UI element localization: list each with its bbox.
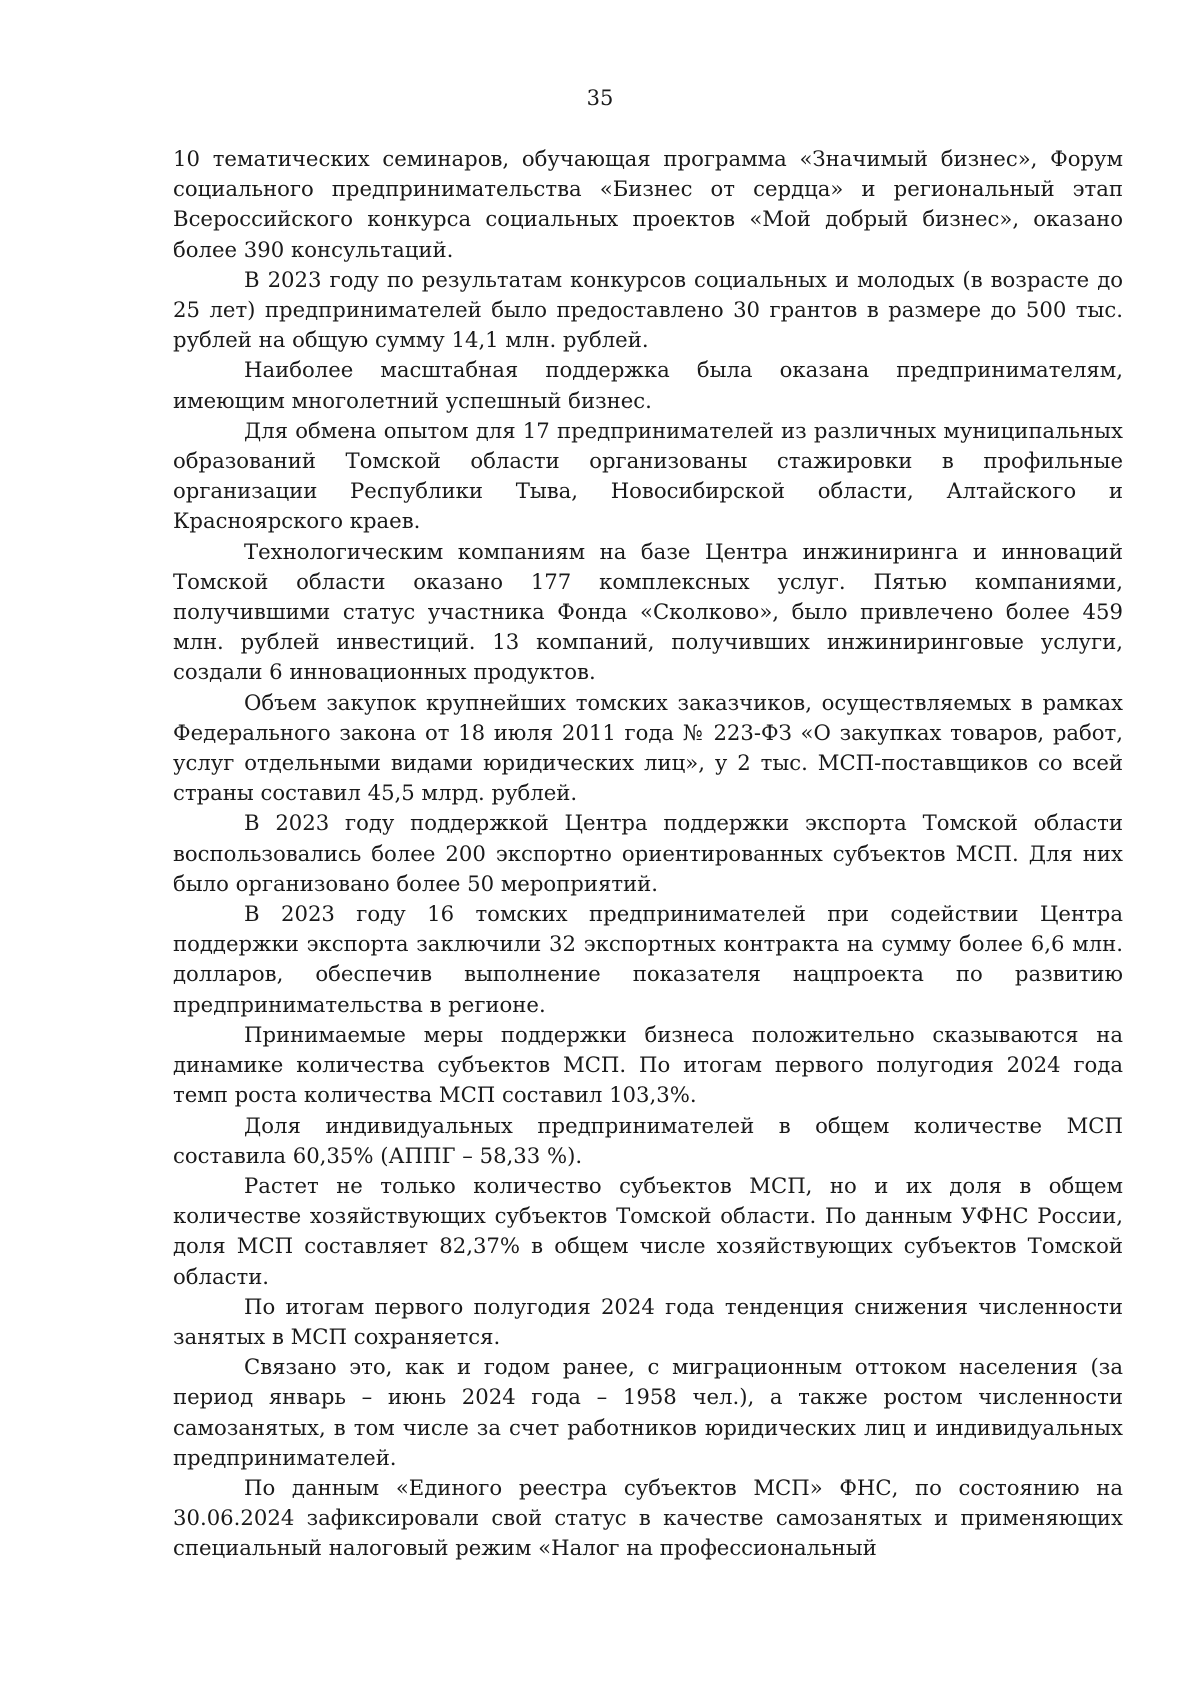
paragraph-5: Технологическим компаниям на базе Центра инжиниринга и инноваций Томской области оказано 177 комплексных услуг. Пятью компаниями, получившими статус участника Фонда «Сколково», было привлечено более 459 млн. рублей инвестиций. 13 компаний, получивших инжиниринговые услуги, создали 6 инновационных продуктов. — [173, 538, 1123, 685]
page-number: 35 — [586, 86, 614, 110]
paragraph-6: Объем закупок крупнейших томских заказчиков, осуществляемых в рамках Федерального закона от 18 июля 2011 года № 223-ФЗ «О закупках товаров, работ, услуг отдельными видами юридических лиц», у 2 тыс. МСП-поставщиков со всей страны составил 45,5 млрд. рублей. — [173, 689, 1123, 806]
paragraph-11: Растет не только количество субъектов МСП, но и их доля в общем количестве хозяйствующих субъектов Томской области. По данным УФНС России, доля МСП составляет 82,37% в общем числе хозяйствующих субъектов Томской области. — [173, 1172, 1123, 1289]
document-body — [173, 144, 1123, 1564]
paragraph-2: В 2023 году по результатам конкурсов социальных и молодых (в возрасте до 25 лет) предпринимателей было предоставлено 30 грантов в размере до 500 тыс. рублей на общую сумму 14,1 млн. рублей. — [173, 266, 1123, 353]
paragraph-12: По итогам первого полугодия 2024 года тенденция снижения численности занятых в МСП сохраняется. — [173, 1293, 1123, 1349]
paragraph-9: Принимаемые меры поддержки бизнеса положительно сказываются на динамике количества субъектов МСП. По итогам первого полугодия 2024 года темп роста количества МСП составил 103,3%. — [173, 1021, 1123, 1108]
paragraph-10: Доля индивидуальных предпринимателей в общем количестве МСП составила 60,35% (АППГ – 58,33 %). — [173, 1112, 1123, 1168]
paragraph-4: Для обмена опытом для 17 предпринимателей из различных муниципальных образований Томской области организованы стажировки в профильные организации Республики Тыва, Новосибирской области, Алтайского и Красноярского краев. — [173, 417, 1123, 534]
paragraph-1: 10 тематических семинаров, обучающая программа «Значимый бизнес», Форум социального предпринимательства «Бизнес от сердца» и региональный этап Всероссийского конкурса социальных проектов «Мой добрый бизнес», оказано более 390 консультаций. — [173, 146, 1123, 262]
paragraph-7: В 2023 году поддержкой Центра поддержки экспорта Томской области воспользовались более 200 экспортно ориентированных субъектов МСП. Для них было организовано более 50 мероприятий. — [173, 810, 1123, 896]
paragraph-13: Связано это, как и годом ранее, с миграционным оттоком населения (за период январь – июнь 2024 года – 1958 чел.), а также ростом численности самозанятых, в том числе за счет работников юридических лиц и индивидуальных предпринимателей. — [173, 1354, 1123, 1470]
paragraph-8: В 2023 году 16 томских предпринимателей при содействии Центра поддержки экспорта заключили 32 экспортных контракта на сумму более 6,6 млн. долларов, обеспечив выполнение показателя нацпроекта по развитию предпринимательства в регионе. — [173, 901, 1123, 1017]
paragraph-14: По данным «Единого реестра субъектов МСП» ФНС, по состоянию на 30.06.2024 зафиксировали свой статус в качестве самозанятых и применяющих специальный налоговый режим «Налог на профессиональный — [173, 1474, 1123, 1561]
paragraph-3: Наиболее масштабная поддержка была оказана предпринимателям, имеющим многолетний успешный бизнес. — [173, 357, 1123, 413]
